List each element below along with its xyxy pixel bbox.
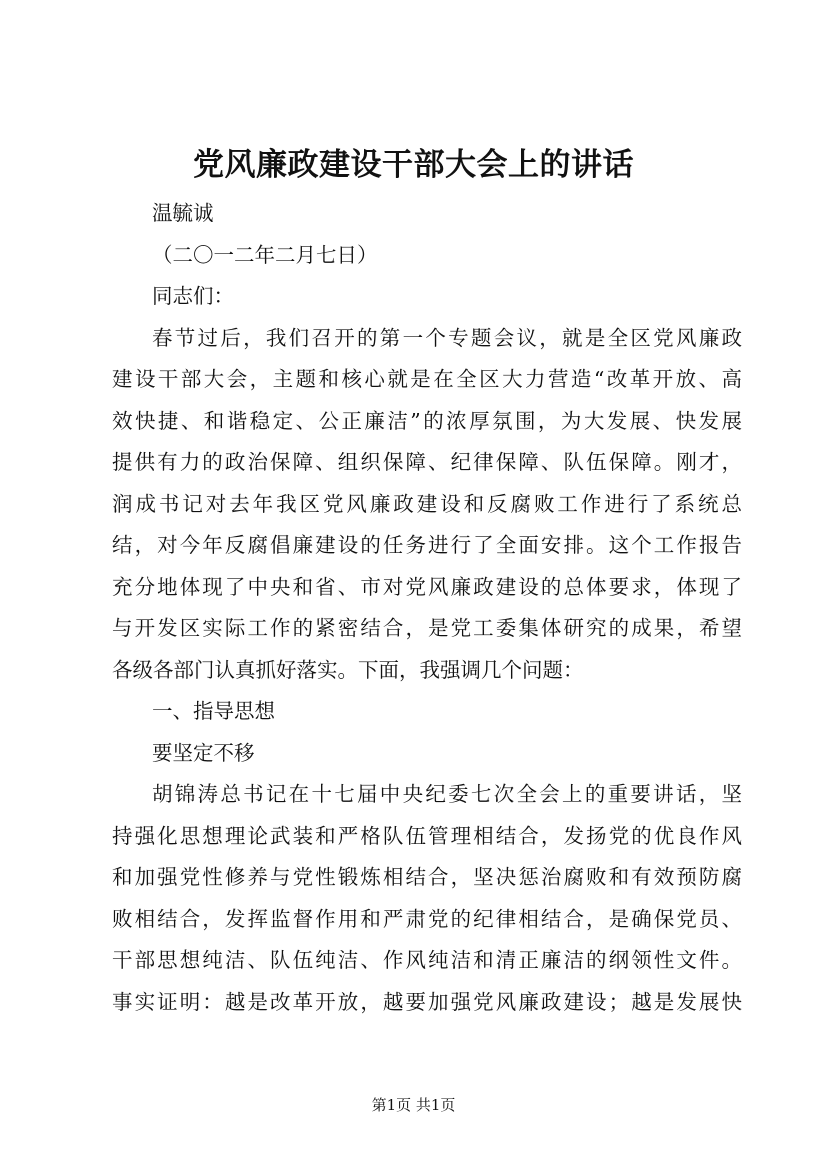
- text-line: 充分地体现了中央和省、市对党风廉政建设的总体要求，体现了: [112, 574, 742, 599]
- text-line: 各级各部门认真抓好落实。下面，我强调几个问题：: [112, 657, 584, 682]
- text-line: 温毓诚: [152, 201, 214, 225]
- document-title: 党风廉政建设干部大会上的讲话: [193, 147, 634, 183]
- text-line: 干部思想纯洁、队伍纯洁、作风纯洁和清正廉洁的纲领性文件。: [112, 948, 742, 972]
- text-line: 润成书记对去年我区党风廉政建设和反腐败工作进行了系统总: [112, 491, 742, 516]
- text-line: 胡锦涛总书记在十七届中央纪委七次全会上的重要讲话，坚: [152, 782, 742, 806]
- page-footer: 第1页 共1页: [371, 1096, 456, 1114]
- text-line: 春节过后，我们召开的第一个专题会议，就是全区党风廉政: [152, 325, 742, 350]
- text-line: 同志们：: [152, 284, 234, 308]
- text-line: 效快捷、和谐稳定、公正廉洁”的浓厚氛围，为大发展、快发展: [112, 408, 742, 433]
- text-line: 结，对今年反腐倡廉建设的任务进行了全面安排。这个工作报告: [112, 533, 742, 557]
- text-line: 建设干部大会，主题和核心就是在全区大力营造“改革开放、高: [112, 367, 742, 391]
- text-line: 要坚定不移: [152, 740, 255, 765]
- text-line: （二〇一二年二月七日）: [152, 242, 378, 267]
- text-line: 败相结合，发挥监督作用和严肃党的纪律相结合，是确保党员、: [112, 906, 742, 931]
- text-line: 与开发区实际工作的紧密结合，是党工委集体研究的成果，希望: [112, 616, 742, 640]
- text-line: 提供有力的政治保障、组织保障、纪律保障、队伍保障。刚才，: [112, 450, 742, 474]
- text-line: 事实证明：越是改革开放，越要加强党风廉政建设；越是发展快: [112, 989, 742, 1014]
- text-line: 和加强党性修养与党性锻炼相结合，坚决惩治腐败和有效预防腐: [112, 865, 742, 889]
- text-line: 一、指导思想: [152, 699, 275, 723]
- document-body: [112, 193, 742, 1023]
- text-line: 持强化思想理论武装和严格队伍管理相结合，发扬党的优良作风: [112, 823, 742, 848]
